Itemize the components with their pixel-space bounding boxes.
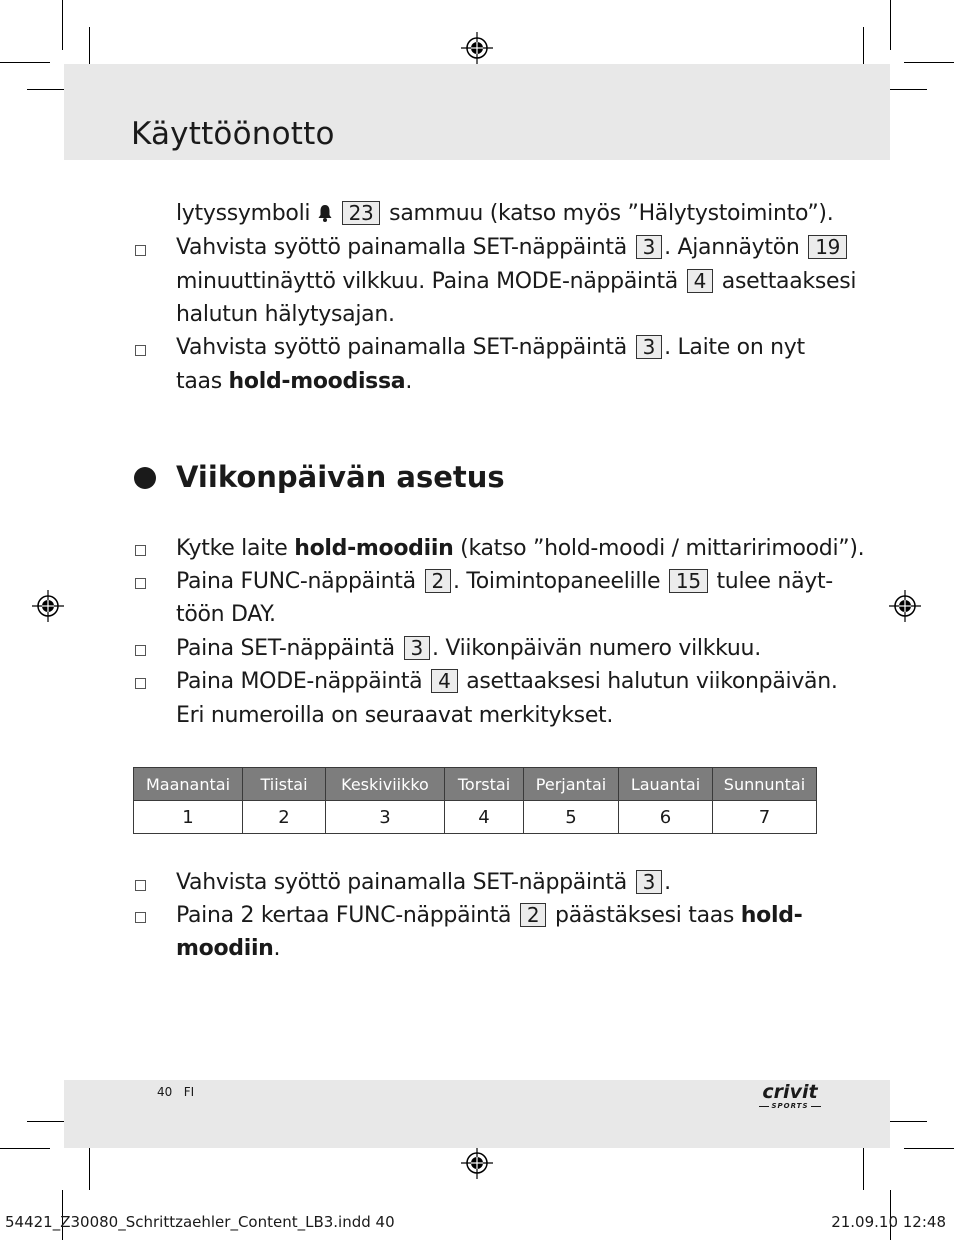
text: asettaaksesi	[715, 269, 857, 294]
text-line	[176, 636, 761, 662]
table-cell: 6	[619, 801, 713, 834]
text-line	[176, 335, 805, 361]
ref-box: 3	[636, 870, 662, 894]
checkbox-bullet-icon	[135, 678, 146, 689]
table-cell: 1	[134, 801, 243, 834]
brand-sub-text: SPORTS	[771, 1102, 809, 1110]
table-cell: 2	[243, 801, 326, 834]
slug-timestamp: 21.09.10 12:48	[831, 1213, 946, 1231]
text-line: töön DAY.	[176, 602, 276, 627]
text: minuuttinäyttö vilkkuu. Paina MODE-näppäintä	[176, 269, 685, 294]
text: Vahvista syöttö painamalla SET-näppäintä	[176, 335, 634, 360]
table-cell: 4	[445, 801, 524, 834]
text: . Laite on nyt	[664, 335, 805, 360]
text: Paina SET-näppäintä	[176, 636, 402, 661]
section-heading: Viikonpäivän asetus	[176, 460, 505, 494]
text: (katso ”hold-moodi / mittaririmoodi”).	[453, 536, 865, 561]
brand-name: crivit	[762, 1081, 818, 1103]
checkbox-bullet-icon	[135, 645, 146, 656]
text: päästäksesi taas	[548, 903, 741, 928]
page-number	[157, 1085, 194, 1099]
text: Kytke laite	[176, 536, 295, 561]
text: lytyssymboli	[176, 201, 317, 226]
table-cell: 3	[326, 801, 445, 834]
bell-icon	[317, 204, 333, 222]
bold-text: moodiin	[176, 936, 274, 961]
table-header-cell: Torstai	[445, 768, 524, 801]
ref-box: 19	[808, 235, 847, 259]
text-line	[176, 536, 864, 562]
ref-box: 3	[636, 235, 662, 259]
crop-mark	[0, 62, 50, 63]
weekday-table	[133, 767, 817, 834]
crop-mark	[0, 1148, 50, 1149]
table-cell: 5	[524, 801, 619, 834]
ref-box: 2	[520, 903, 546, 927]
checkbox-bullet-icon	[135, 578, 146, 589]
text-line	[176, 569, 833, 595]
checkbox-bullet-icon	[135, 880, 146, 891]
checkbox-bullet-icon	[135, 345, 146, 356]
text: .	[405, 369, 413, 394]
text: Paina FUNC-näppäintä	[176, 569, 423, 594]
ref-box: 23	[342, 201, 381, 225]
text-line: halutun hälytysajan.	[176, 302, 395, 327]
table-header-cell: Sunnuntai	[713, 768, 817, 801]
crop-mark	[62, 0, 63, 50]
table-cell: 7	[713, 801, 817, 834]
checkbox-bullet-icon	[135, 545, 146, 556]
brand-logo	[758, 1082, 822, 1118]
page-title: Käyttöönotto	[131, 116, 335, 152]
text: sammuu (katso myös ”Hälytystoiminto”).	[382, 201, 834, 226]
text: asettaaksesi halutun viikonpäivän.	[459, 669, 838, 694]
slug-filename: 54421_Z30080_Schrittzaehler_Content_LB3.indd 40	[5, 1213, 395, 1231]
brand-sub	[758, 1102, 822, 1110]
text: taas	[176, 369, 229, 394]
registration-mark-icon	[889, 590, 921, 622]
text-line	[176, 269, 856, 295]
table-header-cell: Perjantai	[524, 768, 619, 801]
text-line	[176, 201, 833, 227]
registration-mark-icon	[461, 1147, 493, 1179]
text: Paina 2 kertaa FUNC-näppäintä	[176, 903, 518, 928]
text-line: Eri numeroilla on seuraavat merkitykset.	[176, 703, 614, 728]
crop-mark	[890, 0, 891, 50]
bold-text: hold-moodiin	[294, 536, 454, 561]
heading-bullet-icon	[134, 467, 156, 489]
text-line	[176, 903, 803, 929]
table-header-cell: Lauantai	[619, 768, 713, 801]
text: Vahvista syöttö painamalla SET-näppäintä	[176, 870, 634, 895]
crop-mark	[904, 1148, 954, 1149]
table-row	[134, 801, 817, 834]
ref-box: 2	[425, 569, 451, 593]
text: Paina MODE-näppäintä	[176, 669, 430, 694]
text-line	[176, 936, 280, 962]
text: Vahvista syöttö painamalla SET-näppäintä	[176, 235, 634, 260]
text: . Toimintopaneelille	[452, 569, 667, 594]
table-header-cell: Maanantai	[134, 768, 243, 801]
text: .	[273, 936, 281, 961]
text: . Viikonpäivän numero vilkkuu.	[431, 636, 761, 661]
ref-box: 3	[404, 636, 430, 660]
text-line	[176, 235, 849, 261]
text: . Ajannäytön	[664, 235, 807, 260]
text-line	[176, 870, 671, 896]
crop-mark	[904, 62, 954, 63]
checkbox-bullet-icon	[135, 245, 146, 256]
bold-text: hold-moodissa	[228, 369, 406, 394]
ref-box: 15	[669, 569, 708, 593]
registration-mark-icon	[32, 590, 64, 622]
table-header-row	[134, 768, 817, 801]
bold-text: hold-	[740, 903, 803, 928]
table-header-cell: Tiistai	[243, 768, 326, 801]
text-line	[176, 669, 838, 695]
language-code: FI	[183, 1085, 195, 1099]
text-line	[176, 369, 412, 395]
registration-mark-icon	[461, 32, 493, 64]
checkbox-bullet-icon	[135, 912, 146, 923]
table-header-cell: Keskiviikko	[326, 768, 445, 801]
ref-box: 4	[431, 669, 457, 693]
ref-box: 4	[687, 269, 713, 293]
text: .	[664, 870, 671, 895]
page-number-value: 40	[157, 1085, 173, 1099]
ref-box: 3	[636, 335, 662, 359]
text: tulee näyt-	[709, 569, 833, 594]
